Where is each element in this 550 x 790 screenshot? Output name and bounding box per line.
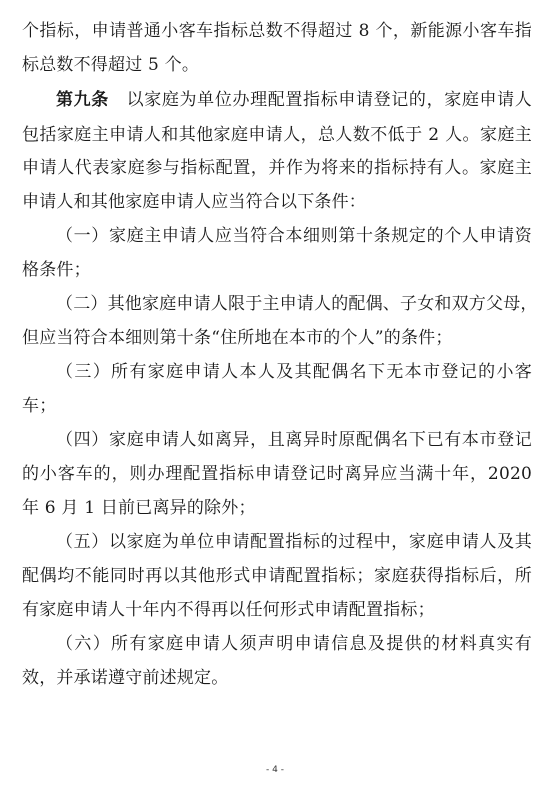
text-line: 的小客车的，则办理配置指标申请登记时离异应当满十年，2020 — [22, 464, 532, 484]
text-line: 效，并承诺遵守前述规定。 — [22, 668, 229, 688]
text-line: 配偶均不能同时再以其他形式申请配置指标；家庭获得指标后，所 — [22, 566, 532, 586]
clause-3-line: （三）所有家庭申请人本人及其配偶名下无本市登记的小客 — [56, 362, 532, 382]
clause-5-line: （五）以家庭为单位申请配置指标的过程中，家庭申请人及其 — [56, 532, 532, 552]
clause-1-line: （一）家庭主申请人应当符合本细则第十条规定的个人申请资 — [56, 226, 532, 246]
text-line: 车； — [22, 396, 57, 416]
clause-2-line: （二）其他家庭申请人限于主申请人的配偶、子女和双方父母， — [56, 294, 538, 314]
article-heading: 第九条 — [56, 90, 109, 110]
text-line: 格条件； — [22, 260, 91, 280]
text-line: 年 6 月 1 日前已离异的除外； — [22, 498, 256, 518]
text-line: 有家庭申请人十年内不得再以任何形式申请配置指标； — [22, 600, 435, 620]
clause-4-line: （四）家庭申请人如离异，且离异时原配偶名下已有本市登记 — [56, 430, 532, 450]
text-line: 以家庭为单位办理配置指标申请登记的，家庭申请人 — [126, 90, 532, 110]
page-number: - 4 - — [266, 765, 284, 775]
clause-6-line: （六）所有家庭申请人须声明申请信息及提供的材料真实有 — [56, 634, 532, 654]
text-line: 标总数不得超过 5 个。 — [22, 55, 200, 75]
text-line: 申请人代表家庭参与指标配置，并作为将来的指标持有人。家庭主 — [22, 158, 532, 178]
text-line: 申请人和其他家庭申请人应当符合以下条件： — [22, 192, 366, 212]
text-line: 包括家庭主申请人和其他家庭申请人，总人数不低于 2 人。家庭主 — [22, 125, 532, 145]
article-9-first-line — [22, 89, 532, 111]
text-line: 但应当符合本细则第十条“住所地在本市的个人”的条件； — [22, 328, 453, 348]
text-line: 个指标，申请普通小客车指标总数不得超过 8 个，新能源小客车指 — [22, 21, 532, 41]
